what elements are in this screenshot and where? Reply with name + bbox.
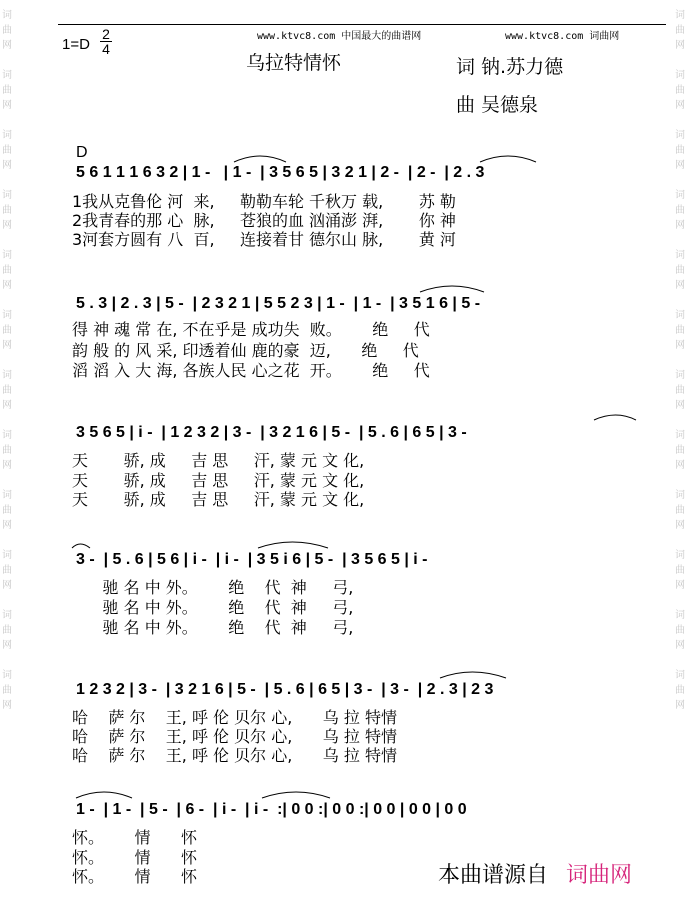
key-signature: 1=D bbox=[62, 36, 90, 53]
lyric-line: 1我从克鲁伦 河 来, 勒勒车轮 千秋万 载, 苏 勒 bbox=[72, 192, 456, 211]
lyricist-credit: 词 钠.苏力德 bbox=[456, 56, 564, 78]
composer-credit: 曲 吴德泉 bbox=[456, 94, 539, 116]
song-title: 乌拉特情怀 bbox=[246, 52, 342, 74]
lyric-line: 滔 滔 入 大 海, 各族人民 心之花 开。 绝 代 bbox=[72, 361, 430, 380]
notation-row: 3 - | 5 . 6 | 5 6 | i - | i - | 3 5 i 6 | 5 - | 3 5 6 5 | i - bbox=[76, 551, 428, 568]
lyric-line: 韵 般 的 风 采, 印透着仙 鹿的豪 迈, 绝 代 bbox=[72, 341, 419, 360]
lyric-line: 驰 名 中 外。 绝 代 神 弓, bbox=[72, 598, 354, 617]
lyric-line: 天 骄, 成 吉 思 汗, 蒙 元 文 化, bbox=[72, 451, 365, 470]
lyric-line: 驰 名 中 外。 绝 代 神 弓, bbox=[72, 578, 354, 597]
watermark-right: 词 曲 网 词 曲 网 词 曲 网 词 曲 网 词 曲 网 词 曲 网 词 曲 网 词 曲 网 词 曲 网 词 曲 网 词 曲 网 词 曲 网 bbox=[675, 10, 685, 711]
lyric-line: 哈 萨 尔 王, 呼 伦 贝尔 心, 乌 拉 特情 bbox=[72, 727, 397, 746]
tie-arc bbox=[440, 672, 506, 678]
tie-arc bbox=[480, 156, 536, 162]
tie-arc bbox=[72, 544, 90, 548]
source-label: 本曲谱源自 bbox=[438, 863, 549, 888]
tie-arc bbox=[234, 156, 286, 162]
lyric-line: 怀。 情 怀 bbox=[72, 867, 198, 886]
lyric-line: 哈 萨 尔 王, 呼 伦 贝尔 心, 乌 拉 特情 bbox=[72, 746, 397, 765]
lyric-line: 驰 名 中 外。 绝 代 神 弓, bbox=[72, 618, 354, 637]
time-signature-top: 2 bbox=[100, 27, 112, 42]
tie-arc bbox=[262, 792, 330, 798]
lyric-line: 怀。 情 怀 bbox=[72, 828, 198, 847]
notation-row: 1 2 3 2 | 3 - | 3 2 1 6 | 5 - | 5 . 6 | 6 5 | 3 - | 3 - | 2 . 3 | 2 3 bbox=[76, 681, 494, 698]
tie-arc bbox=[258, 542, 328, 548]
tie-arc bbox=[594, 415, 636, 420]
chord-symbol: D bbox=[76, 144, 88, 161]
lyric-line: 得 神 魂 常 在, 不在乎是 成功失 败。 绝 代 bbox=[72, 320, 430, 339]
time-signature-bottom: 4 bbox=[102, 41, 110, 57]
notation-row: 1 - | 1 - | 5 - | 6 - | i - | i - :| 0 0 :| 0 0 :| 0 0 | 0 0 | 0 0 bbox=[76, 801, 467, 818]
time-signature bbox=[100, 27, 112, 56]
notation-row: 5 6 1 1 1 6 3 2 | 1 - | 1 - | 3 5 6 5 | 3 2 1 | 2 - | 2 - | 2 . 3 bbox=[76, 164, 485, 181]
tie-arc bbox=[420, 286, 484, 292]
lyric-line: 天 骄, 成 吉 思 汗, 蒙 元 文 化, bbox=[72, 471, 365, 490]
lyric-line: 天 骄, 成 吉 思 汗, 蒙 元 文 化, bbox=[72, 490, 365, 509]
source-brand: 词曲网 bbox=[566, 863, 633, 888]
lyric-line: 哈 萨 尔 王, 呼 伦 贝尔 心, 乌 拉 特情 bbox=[72, 708, 397, 727]
lyric-line: 怀。 情 怀 bbox=[72, 848, 198, 867]
site-caption-left: www.ktvc8.com 中国最大的曲谱网 bbox=[257, 31, 422, 42]
notation-row: 3 5 6 5 | i - | 1 2 3 2 | 3 - | 3 2 1 6 | 5 - | 5 . 6 | 6 5 | 3 - bbox=[76, 424, 467, 441]
notation-row: 5 . 3 | 2 . 3 | 5 - | 2 3 2 1 | 5 5 2 3 | 1 - | 1 - | 3 5 1 6 | 5 - bbox=[76, 295, 481, 312]
lyric-line: 3河套方圆有 八 百, 连接着甘 德尔山 脉, 黄 河 bbox=[72, 230, 456, 249]
tie-arc bbox=[76, 792, 132, 798]
header-rule bbox=[58, 24, 666, 25]
source-note bbox=[438, 858, 632, 889]
site-caption-right: www.ktvc8.com 词曲网 bbox=[505, 31, 620, 42]
watermark-left: 词 曲 网 词 曲 网 词 曲 网 词 曲 网 词 曲 网 词 曲 网 词 曲 网 词 曲 网 词 曲 网 词 曲 网 词 曲 网 词 曲 网 bbox=[2, 10, 12, 711]
lyric-line: 2我青春的那 心 脉, 苍狼的血 汹涌澎 湃, 你 神 bbox=[72, 211, 456, 230]
